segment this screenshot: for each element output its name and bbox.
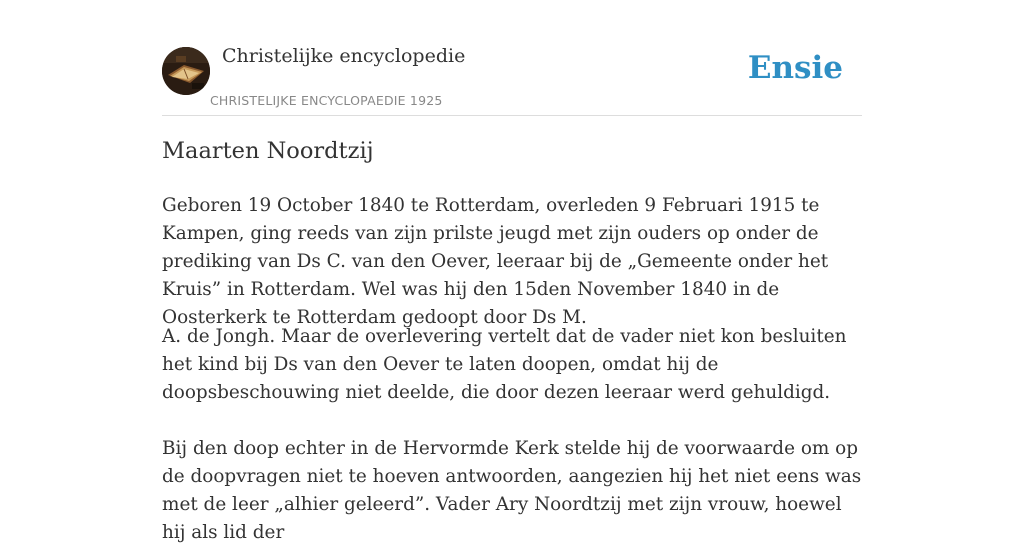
brand-logo[interactable]: Ensie <box>747 50 843 86</box>
article-title: Maarten Noordtzij <box>162 138 374 164</box>
article-paragraph: Bij den doop echter in de Hervormde Kerk stelde hij de voorwaarde om op de doopvragen niet te hoeven antwoorden, aangezien hij het niet eens was met de leer „alhier geleerd”. Vader Ary Noordtzij met zijn vrouw, hoewel hij als lid der <box>162 438 862 543</box>
site-title[interactable]: Christelijke encyclopedie <box>222 45 466 67</box>
site-subtitle[interactable]: CHRISTELIJKE ENCYCLOPAEDIE 1925 <box>210 93 443 108</box>
book-icon[interactable] <box>162 47 210 95</box>
page-container <box>162 0 862 543</box>
site-header <box>162 0 862 116</box>
article-paragraph: A. de Jongh. Maar de overlevering vertelt dat de vader niet kon besluiten het kind bij Ds van den Oever te laten doopen, omdat hij de doopsbeschouwing niet deelde, die door dezen leeraar werd gehuldigd. <box>162 326 847 403</box>
article-paragraph: Geboren 19 October 1840 te Rotterdam, overleden 9 Februari 1915 te Kampen, ging reeds van zijn prilste jeugd met zijn ouders op onder de prediking van Ds C. van den Oever, leeraar bij de „Gemeente onder het Kruis” in Rotterdam. Wel was hij den 15den November 1840 in de Oosterkerk te Rotterdam gedoopt door Ds M. <box>162 195 829 328</box>
